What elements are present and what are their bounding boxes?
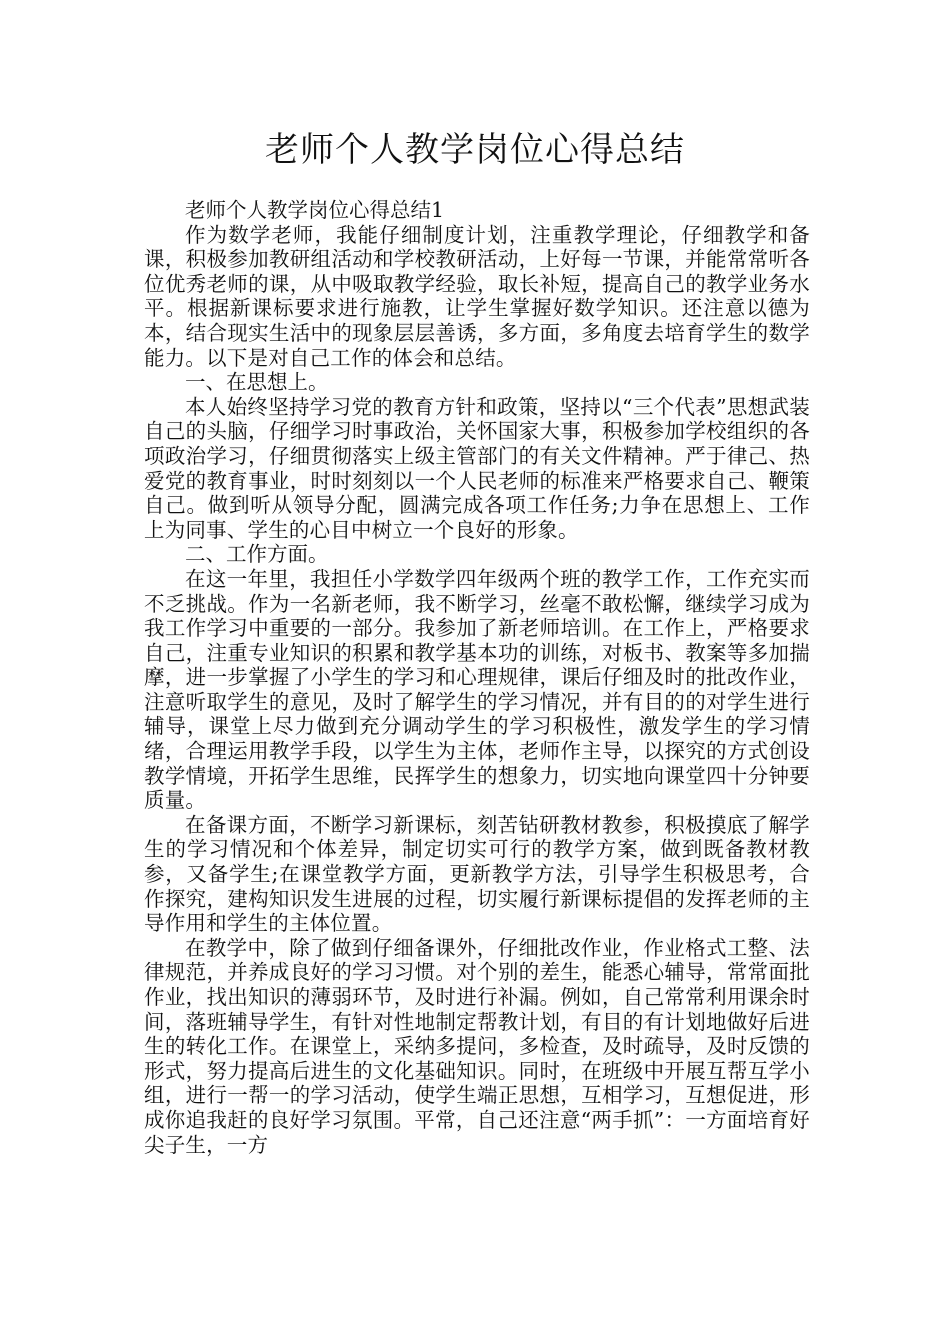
document-body: [144, 198, 810, 1157]
paragraph-lesson-prep: 在备课方面，不断学习新课标，刻苦钻研教材教参，积极摸底了解学生的学习情况和个体差异，制定切实可行的教学方案，做到既备教材教参，又备学生;在课堂教学方面，更新教学方法，引导学生积极思考，合作探究，建构知识发生进展的过程，切实履行新课标提倡的发挥老师的主导作用和学生的主体位置。: [144, 812, 810, 936]
section-subtitle: 老师个人教学岗位心得总结1: [185, 198, 445, 222]
paragraph-thought: 本人始终坚持学习党的教育方针和政策，坚持以“三个代表”思想武装自己的头脑，仔细学习时事政治，关怀国家大事，积极参加学校组织的各项政治学习，仔细贯彻落实上级主管部门的有关文件精神。严于律己、热爱党的教育事业，时时刻刻以一个人民老师的标准来严格要求自己、鞭策自己。做到听从领导分配，圆满完成各项工作任务;力争在思想上、工作上为同事、学生的心目中树立一个良好的形象。: [144, 394, 810, 542]
paragraph-teaching: 在教学中，除了做到仔细备课外，仔细批改作业，作业格式工整、法律规范，并养成良好的学习习惯。对个别的差生，能悉心辅导，常常面批作业，找出知识的薄弱环节，及时进行补漏。例如，自己常常利用课余时间，落班辅导学生，有针对性地制定帮教计划，有目的有计划地做好后进生的转化工作。在课堂上，采纳多提问，多检查，及时疏导，及时反馈的形式，努力提高后进生的文化基础知识。同时，在班级中开展互帮互学小组，进行一帮一的学习活动，使学生端正思想，互相学习，互想促进，形成你追我赶的良好学习氛围。平常，自己还注意“两手抓”：一方面培育好尖子生，一方: [144, 935, 810, 1157]
section-heading-thought: 一、在思想上。: [185, 370, 329, 395]
paragraph-intro: 作为数学老师，我能仔细制度计划，注重教学理论，仔细教学和备课，积极参加教研组活动和学校教研活动，上好每一节课，并能常常听各位优秀老师的课，从中吸取教学经验，取长补短，提高自己的教学业务水平。根据新课标要求进行施教，让学生掌握好数学知识。还注意以德为本，结合现实生活中的现象层层善诱，多方面，多角度去培育学生的数学能力。以下是对自己工作的体会和总结。: [144, 222, 810, 370]
paragraph-work: 在这一年里，我担任小学数学四年级两个班的教学工作，工作充实而不乏挑战。作为一名新老师，我不断学习，丝毫不敢松懈，继续学习成为我工作学习中重要的一部分。我参加了新老师培训。在工作上，严格要求自己，注重专业知识的积累和教学基本功的训练，对板书、教案等多加揣摩，进一步掌握了小学生的学习和心理规律，课后仔细及时的批改作业，注意听取学生的意见，及时了解学生的学习情况，并有目的的对学生进行辅导，课堂上尽力做到充分调动学生的学习积极性，激发学生的学习情绪，合理运用教学手段，以学生为主体，老师作主导，以探究的方式创设教学情境，开拓学生思维，民挥学生的想象力，切实地向课堂四十分钟要质量。: [144, 566, 810, 813]
document-title: 老师个人教学岗位心得总结: [265, 130, 685, 170]
section-heading-work: 二、工作方面。: [185, 542, 329, 567]
